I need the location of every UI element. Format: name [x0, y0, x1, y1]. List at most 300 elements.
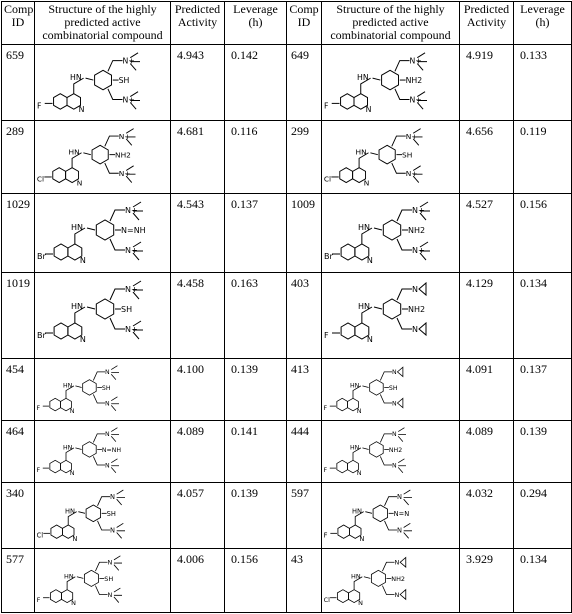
lower-arm-bond — [108, 89, 123, 100]
upper-arm-bond — [397, 210, 412, 221]
header-comp-id: Comp ID — [2, 2, 35, 45]
upper-arm-bond — [110, 289, 125, 300]
upper-amine-label: N+ — [122, 56, 135, 66]
quinoline-nitrogen-label: N — [359, 534, 365, 543]
aryl-link-bond — [365, 512, 372, 514]
central-aryl-ring — [92, 145, 108, 164]
aryl-link-bond — [362, 448, 368, 450]
substituent-label: SH — [388, 384, 398, 392]
quinoline-benzo-ring — [337, 398, 348, 410]
structure-diagram — [322, 485, 454, 545]
structure-diagram — [35, 196, 167, 269]
header-row — [2, 2, 572, 45]
lower-arm-bond — [395, 89, 410, 100]
aryl-link-bond — [374, 307, 382, 309]
quinoline-nitrogen-label: N — [356, 408, 362, 416]
halogen-label: F — [36, 595, 41, 604]
aryl-link-bond — [86, 78, 94, 80]
lower-amine-label: N — [397, 526, 402, 535]
structure-cell — [35, 121, 171, 194]
lower-amine-alkyl — [417, 92, 427, 110]
quinoline-nitrogen-label: N — [363, 178, 370, 188]
lower-arm-bond — [105, 163, 119, 173]
nh-label: HN — [70, 73, 82, 83]
upper-amine-label: N — [110, 493, 115, 502]
comp-id-cell: 43 — [287, 549, 322, 613]
central-aryl-ring — [383, 299, 400, 319]
upper-arm-bond — [98, 497, 111, 506]
leverage-cell: 0.156 — [514, 194, 572, 273]
nh-label: HN — [350, 444, 360, 452]
upper-amine-label: N — [412, 285, 418, 294]
upper-amine-alkyl — [420, 202, 430, 220]
lower-amine-label: N — [107, 590, 113, 599]
lower-amine-label: N+ — [122, 95, 135, 105]
nh-label: HN — [352, 507, 362, 516]
structure-cell — [322, 483, 460, 549]
lower-amine-label: N — [394, 590, 400, 599]
central-aryl-ring — [86, 505, 101, 522]
substituent-label: SH — [106, 509, 116, 518]
lower-amine-alkyl — [117, 523, 125, 538]
upper-arm-bond — [397, 289, 412, 300]
quinoline-benzo-ring — [338, 525, 350, 538]
leverage-cell: 0.139 — [225, 359, 287, 421]
predicted-activity-cell: 4.919 — [460, 45, 514, 121]
lower-arm-bond — [397, 239, 412, 250]
structure-diagram — [322, 551, 454, 609]
quinoline-nitrogen-label: N — [79, 335, 86, 344]
lower-arm-bond — [385, 521, 398, 530]
predicted-activity-cell: 4.943 — [171, 45, 225, 121]
lower-amine-label: N — [104, 462, 110, 470]
table-row — [2, 549, 572, 613]
structure-cell — [35, 483, 171, 549]
structure-diagram — [35, 485, 167, 545]
structure-diagram — [322, 123, 454, 190]
lower-arm-bond — [380, 456, 392, 465]
upper-arm-bond — [110, 210, 125, 221]
comp-id-cell: 340 — [2, 483, 35, 549]
leverage-cell: 0.133 — [514, 45, 572, 121]
quinoline-nitrogen-label: N — [366, 335, 373, 344]
quinoline-nitrogen-label: N — [366, 256, 373, 265]
lower-amine-label: N+ — [125, 325, 138, 334]
substituent-label: SH — [402, 150, 413, 160]
halogen-label: Cl — [323, 595, 330, 604]
aryl-link-bond — [87, 228, 95, 230]
central-aryl-ring — [84, 570, 98, 586]
structure-diagram — [35, 275, 167, 355]
upper-aziridine-ring — [397, 367, 402, 376]
upper-aziridine-ring — [419, 283, 426, 295]
lower-amine-label: N — [412, 325, 418, 334]
predicted-activity-cell: 4.091 — [460, 359, 514, 421]
quinoline-benzo-ring — [341, 244, 355, 260]
leverage-cell: 0.142 — [225, 45, 287, 121]
leverage-cell: 0.139 — [225, 483, 287, 549]
predicted-activity-cell: 4.089 — [460, 421, 514, 483]
structure-cell — [322, 549, 460, 613]
quinoline-benzo-ring — [54, 244, 68, 260]
upper-amine-alkyl — [133, 281, 143, 299]
substituent-label: SH — [101, 384, 111, 392]
comp-id-cell: 597 — [287, 483, 322, 549]
halogen-label: F — [323, 531, 328, 540]
substituent-label: NH2 — [405, 75, 423, 85]
structure-cell — [35, 45, 171, 121]
halogen-label: F — [36, 405, 41, 412]
upper-amine-alkyl — [404, 490, 412, 505]
substituent-label: N=NH — [101, 446, 122, 454]
predicted-activity-cell: 4.089 — [171, 421, 225, 483]
halogen-label: F — [36, 467, 41, 474]
quinoline-nitrogen-label: N — [78, 105, 85, 115]
leverage-cell: 0.119 — [514, 121, 572, 194]
quinoline-nitrogen-label: N — [71, 598, 76, 607]
comp-id-cell: 464 — [2, 421, 35, 483]
lower-arm-bond — [397, 318, 412, 329]
table-row — [2, 273, 572, 359]
structure-diagram — [35, 361, 167, 417]
lower-arm-bond — [380, 394, 392, 403]
lower-arm-bond — [95, 586, 107, 595]
structure-cell — [35, 194, 171, 273]
upper-amine-label: N+ — [405, 131, 418, 141]
predicted-activity-cell: 4.100 — [171, 359, 225, 421]
structure-cell — [35, 359, 171, 421]
quinoline-benzo-ring — [337, 460, 348, 472]
structure-diagram — [322, 361, 454, 417]
aryl-link-bond — [75, 386, 81, 388]
substituent-label: SH — [118, 75, 130, 85]
upper-amine-label: N+ — [125, 206, 138, 215]
upper-amine-label: N — [104, 431, 110, 439]
nh-label: HN — [63, 444, 73, 452]
leverage-cell: 0.137 — [514, 359, 572, 421]
aryl-link-bond — [374, 228, 382, 230]
halogen-label: Cl — [36, 531, 44, 540]
substituent-label: SH — [104, 574, 114, 583]
aryl-link-bond — [78, 512, 85, 514]
upper-amine-alkyl — [117, 490, 125, 505]
upper-arm-bond — [392, 136, 406, 146]
aryl-link-bond — [364, 577, 370, 579]
predicted-activity-cell: 4.032 — [460, 483, 514, 549]
predicted-activity-cell: 3.929 — [460, 549, 514, 613]
nh-label: HN — [358, 302, 370, 311]
lower-aziridine-ring — [397, 398, 402, 407]
aryl-link-bond — [77, 577, 83, 579]
lower-amine-label: N+ — [409, 95, 422, 105]
central-aryl-ring — [83, 380, 97, 396]
structure-diagram — [322, 196, 454, 269]
upper-arm-bond — [95, 562, 107, 571]
lower-arm-bond — [392, 163, 406, 173]
upper-arm-bond — [105, 136, 119, 146]
lower-amine-label: N — [392, 400, 397, 408]
nh-label: HN — [350, 382, 360, 390]
leverage-cell: 0.137 — [225, 194, 287, 273]
central-aryl-ring — [383, 220, 400, 240]
quinoline-nitrogen-label: N — [72, 534, 78, 543]
aryl-link-bond — [83, 153, 90, 155]
central-aryl-ring — [382, 70, 399, 89]
upper-amine-label: N — [104, 369, 110, 377]
substituent-label: N=N — [393, 509, 410, 518]
upper-amine-label: N+ — [118, 131, 131, 141]
quinoline-nitrogen-label: N — [69, 408, 75, 416]
nh-label: HN — [71, 302, 83, 311]
predicted-activity-cell: 4.656 — [460, 121, 514, 194]
lower-arm-bond — [110, 239, 125, 250]
lower-amine-label: N+ — [405, 169, 418, 179]
quinoline-benzo-ring — [341, 94, 354, 110]
lower-amine-label: N — [104, 400, 110, 408]
upper-arm-bond — [380, 434, 392, 443]
upper-amine-label: N+ — [409, 56, 422, 66]
substituent-label: N=NH — [121, 226, 146, 235]
structure-cell — [322, 45, 460, 121]
upper-amine-alkyl — [114, 556, 122, 571]
nh-label: HN — [358, 223, 370, 232]
halogen-label: F — [36, 101, 42, 111]
halogen-label: Cl — [323, 174, 332, 184]
upper-arm-bond — [93, 434, 105, 443]
quinoline-benzo-ring — [53, 168, 66, 183]
leverage-cell: 0.294 — [514, 483, 572, 549]
lower-arm-bond — [93, 456, 105, 465]
upper-amine-label: N+ — [125, 285, 138, 294]
quinoline-nitrogen-label: N — [358, 598, 363, 607]
nh-label: HN — [355, 147, 367, 157]
quinoline-nitrogen-label: N — [79, 256, 86, 265]
comp-id-cell: 413 — [287, 359, 322, 421]
lower-amine-alkyl — [398, 459, 406, 473]
halogen-label: F — [323, 405, 328, 412]
comp-id-cell: 1019 — [2, 273, 35, 359]
structure-cell — [322, 194, 460, 273]
lower-arm-bond — [93, 394, 105, 403]
substituent-label: SH — [121, 305, 133, 314]
lower-aziridine-ring — [419, 323, 426, 335]
lower-amine-alkyl — [114, 588, 122, 603]
upper-amine-label: N — [394, 558, 400, 567]
substituent-label: NH2 — [388, 446, 403, 454]
lower-aziridine-ring — [400, 590, 406, 600]
aryl-link-bond — [370, 153, 377, 155]
quinoline-benzo-ring — [54, 94, 67, 110]
results-table — [1, 1, 572, 613]
quinoline-benzo-ring — [54, 323, 68, 339]
halogen-label: Br — [37, 252, 46, 261]
halogen-label: Cl — [36, 174, 45, 184]
central-aryl-ring — [379, 145, 395, 164]
central-aryl-ring — [370, 442, 384, 458]
upper-amine-alkyl — [133, 202, 143, 220]
quinoline-benzo-ring — [50, 460, 61, 472]
upper-amine-alkyl — [417, 53, 427, 70]
leverage-cell: 0.156 — [225, 549, 287, 613]
comp-id-cell: 649 — [287, 45, 322, 121]
lower-amine-label: N — [392, 462, 397, 470]
nh-label: HN — [68, 147, 80, 157]
lower-amine-alkyl — [133, 321, 143, 339]
lower-amine-alkyl — [111, 459, 119, 473]
aryl-link-bond — [362, 386, 368, 388]
structure-diagram — [322, 275, 454, 355]
nh-label: HN — [351, 572, 361, 581]
nh-label: HN — [64, 572, 74, 581]
leverage-cell: 0.134 — [514, 273, 572, 359]
structure-cell — [35, 273, 171, 359]
lower-arm-bond — [98, 521, 111, 530]
header-structure: Structure of the highly predicted active combinatorial compound — [35, 2, 171, 45]
comp-id-cell: 403 — [287, 273, 322, 359]
header-predicted-activity: Predicted Activity — [171, 2, 225, 45]
upper-arm-bond — [93, 372, 105, 381]
table-row — [2, 121, 572, 194]
halogen-label: F — [323, 467, 328, 474]
lower-amine-alkyl — [111, 397, 119, 411]
lower-amine-alkyl — [420, 242, 430, 260]
table-row — [2, 45, 572, 121]
substituent-label: NH2 — [115, 150, 131, 160]
structure-diagram — [322, 423, 454, 479]
comp-id-cell: 1009 — [287, 194, 322, 273]
aryl-link-bond — [373, 78, 381, 80]
header-structure: Structure of the highly predicted active combinatorial compound — [322, 2, 460, 45]
upper-amine-alkyl — [111, 428, 119, 442]
leverage-cell: 0.139 — [514, 421, 572, 483]
upper-amine-label: N — [392, 431, 397, 439]
central-aryl-ring — [95, 70, 112, 89]
table-row — [2, 421, 572, 483]
upper-arm-bond — [395, 61, 410, 72]
central-aryl-ring — [373, 505, 388, 522]
structure-diagram — [35, 123, 167, 190]
central-aryl-ring — [83, 442, 97, 458]
quinoline-benzo-ring — [340, 168, 353, 183]
substituent-label: NH2 — [408, 226, 426, 235]
predicted-activity-cell: 4.681 — [171, 121, 225, 194]
upper-amine-label: N — [392, 369, 397, 377]
leverage-cell: 0.141 — [225, 421, 287, 483]
header-comp-id: Comp ID — [287, 2, 322, 45]
central-aryl-ring — [370, 380, 384, 396]
table-row — [2, 483, 572, 549]
lower-amine-label: N+ — [118, 169, 131, 179]
predicted-activity-cell: 4.057 — [171, 483, 225, 549]
leverage-cell: 0.163 — [225, 273, 287, 359]
structure-cell — [322, 421, 460, 483]
quinoline-nitrogen-label: N — [356, 470, 362, 478]
quinoline-benzo-ring — [51, 525, 63, 538]
structure-diagram — [35, 423, 167, 479]
predicted-activity-cell: 4.458 — [171, 273, 225, 359]
aryl-link-bond — [87, 307, 95, 309]
upper-arm-bond — [385, 497, 398, 506]
nh-label: HN — [63, 382, 73, 390]
structure-cell — [35, 421, 171, 483]
quinoline-benzo-ring — [341, 323, 355, 339]
structure-cell — [322, 121, 460, 194]
upper-amine-label: N — [397, 493, 402, 502]
comp-id-cell: 1029 — [2, 194, 35, 273]
structure-diagram — [35, 47, 167, 117]
upper-amine-label: N+ — [412, 206, 425, 215]
lower-amine-label: N — [110, 526, 115, 535]
structure-cell — [322, 359, 460, 421]
structure-diagram — [35, 551, 167, 609]
halogen-label: Br — [324, 252, 333, 261]
comp-id-cell: 659 — [2, 45, 35, 121]
central-aryl-ring — [96, 299, 113, 319]
halogen-label: F — [324, 331, 329, 340]
upper-amine-alkyl — [130, 53, 140, 70]
predicted-activity-cell: 4.129 — [460, 273, 514, 359]
leverage-cell: 0.116 — [225, 121, 287, 194]
quinoline-benzo-ring — [50, 398, 61, 410]
quinoline-nitrogen-label: N — [76, 178, 83, 188]
lower-arm-bond — [110, 318, 125, 329]
lower-amine-alkyl — [133, 242, 143, 260]
comp-id-cell: 299 — [287, 121, 322, 194]
structure-cell — [322, 273, 460, 359]
halogen-label: F — [323, 101, 329, 111]
lower-arm-bond — [382, 586, 394, 595]
upper-amine-alkyl — [111, 366, 119, 380]
table-row — [2, 194, 572, 273]
table-body — [2, 45, 572, 613]
structure-diagram — [322, 47, 454, 117]
nh-label: HN — [357, 73, 369, 83]
comp-id-cell: 289 — [2, 121, 35, 194]
lower-amine-alkyl — [404, 523, 412, 538]
lower-amine-label: N+ — [125, 246, 138, 255]
upper-arm-bond — [108, 61, 123, 72]
predicted-activity-cell: 4.527 — [460, 194, 514, 273]
substituent-label: NH2 — [391, 574, 406, 583]
nh-label: HN — [65, 507, 75, 516]
quinoline-benzo-ring — [337, 590, 348, 603]
central-aryl-ring — [371, 570, 385, 586]
comp-id-cell: 577 — [2, 549, 35, 613]
quinoline-nitrogen-label: N — [365, 105, 372, 115]
predicted-activity-cell: 4.543 — [171, 194, 225, 273]
header-leverage: Leverage (h) — [514, 2, 572, 45]
header-predicted-activity: Predicted Activity — [460, 2, 514, 45]
aryl-link-bond — [75, 448, 81, 450]
lower-amine-label: N+ — [412, 246, 425, 255]
predicted-activity-cell: 4.006 — [171, 549, 225, 613]
upper-amine-alkyl — [398, 428, 406, 442]
upper-arm-bond — [382, 562, 394, 571]
header-leverage: Leverage (h) — [225, 2, 287, 45]
halogen-label: Br — [37, 331, 46, 340]
comp-id-cell: 444 — [287, 421, 322, 483]
upper-aziridine-ring — [400, 557, 406, 567]
comp-id-cell: 454 — [2, 359, 35, 421]
lower-amine-alkyl — [130, 92, 140, 110]
central-aryl-ring — [96, 220, 113, 240]
table-row — [2, 359, 572, 421]
leverage-cell: 0.134 — [514, 549, 572, 613]
nh-label: HN — [71, 223, 83, 232]
substituent-label: NH2 — [408, 305, 426, 314]
quinoline-nitrogen-label: N — [69, 470, 75, 478]
quinoline-benzo-ring — [50, 590, 61, 603]
